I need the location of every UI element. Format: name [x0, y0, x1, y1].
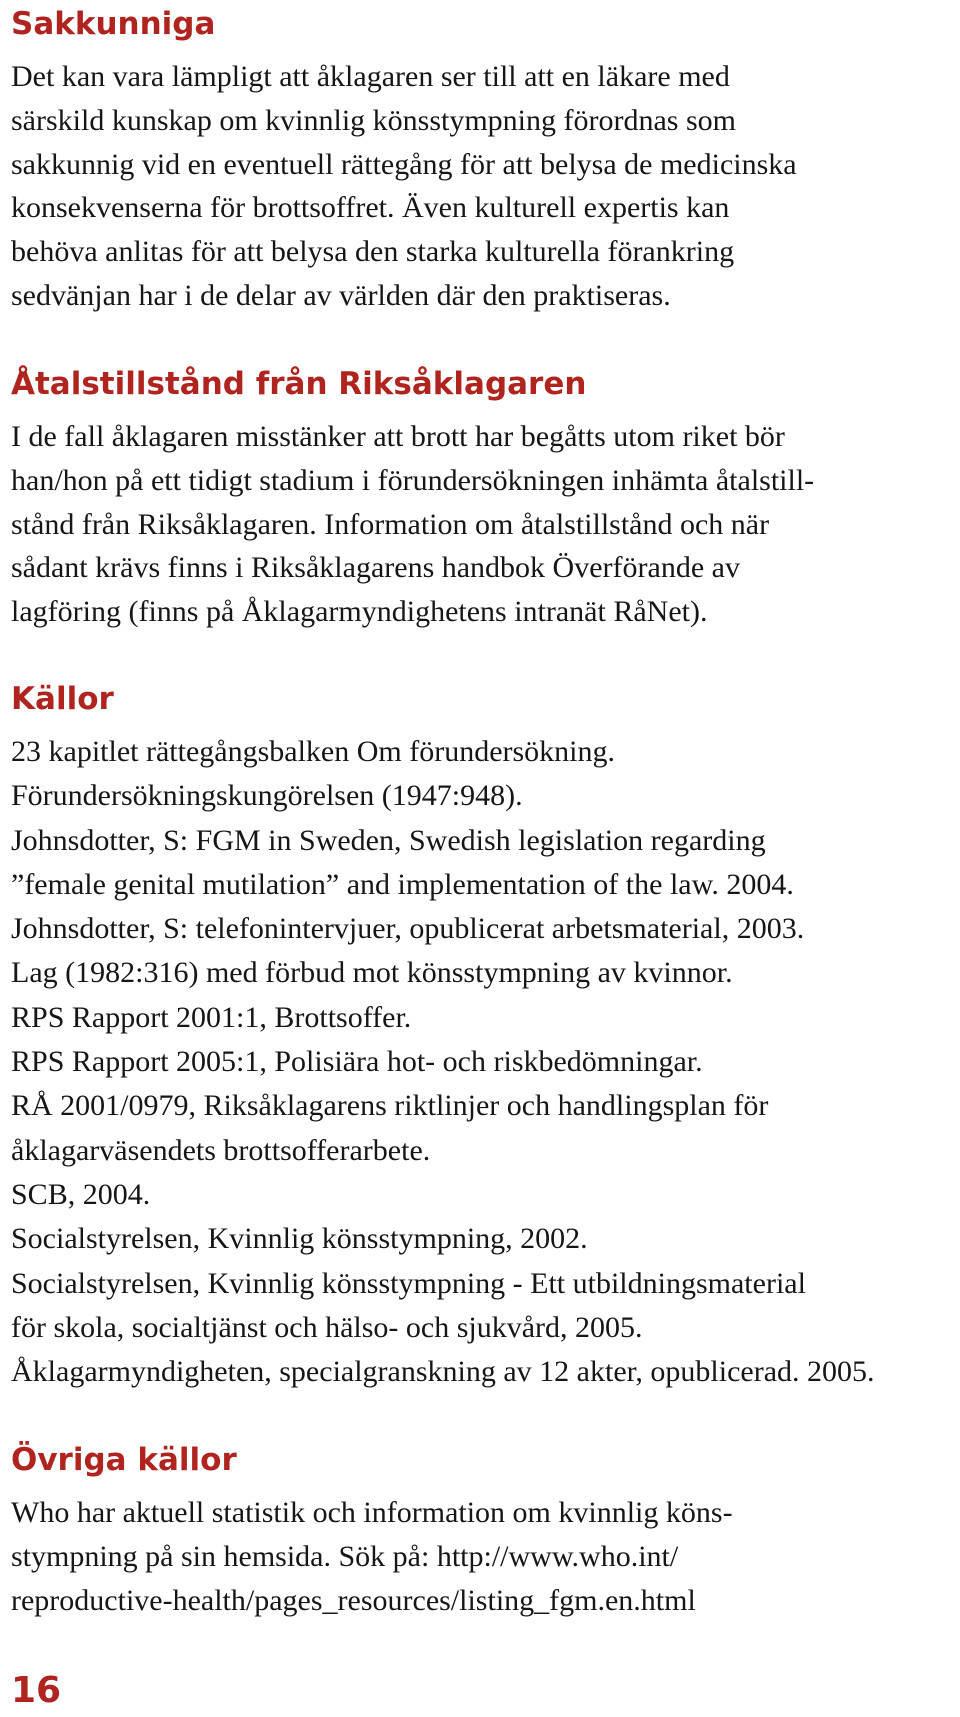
- section-body-ovriga-kallor: [11, 1491, 733, 1622]
- reference-line: Åklagarmyndigheten, specialgranskning av 12 akter, opublicerad. 2005.: [11, 1355, 875, 1389]
- reference-line: RPS Rapport 2001:1, Brottsoffer.: [11, 1000, 412, 1034]
- text-line: Det kan vara lämpligt att åklagaren ser till att en läkare med: [11, 60, 730, 93]
- reference-line: Socialstyrelsen, Kvinnlig könsstympning - Ett utbildningsmaterial: [11, 1266, 806, 1300]
- text-line: stympning på sin hemsida. Sök på: http://www.who.int/: [11, 1539, 679, 1573]
- text-line: Who har aktuell statistik och information om kvinnlig köns-: [11, 1496, 733, 1529]
- text-line: konsekvenserna för brottsoffret. Även kulturell expertis kan: [11, 191, 730, 225]
- text-line: sakkunnig vid en eventuell rättegång för att belysa de medicinska: [11, 147, 797, 181]
- text-line: I de fall åklagaren misstänker att brott har begåtts utom riket bör: [11, 420, 785, 453]
- section-body-sakkunniga: [11, 55, 797, 318]
- reference-line: Johnsdotter, S: FGM in Sweden, Swedish legislation regarding: [11, 823, 766, 857]
- references-list: [11, 730, 875, 1394]
- reference-line: RÅ 2001/0979, Riksåklagarens riktlinjer och handlingsplan för: [11, 1089, 769, 1123]
- reference-line: Lag (1982:316) med förbud mot könsstympning av kvinnor.: [11, 956, 733, 990]
- reference-line: Socialstyrelsen, Kvinnlig könsstympning, 2002.: [11, 1222, 588, 1256]
- text-line: stånd från Riksåklagaren. Information om åtalstillstånd och när: [11, 507, 770, 541]
- text-line: särskild kunskap om kvinnlig könsstympning förordnas som: [11, 103, 736, 137]
- section-heading-sakkunniga: Sakkunniga: [11, 6, 216, 42]
- section-heading-kallor: Källor: [11, 681, 114, 717]
- text-line: han/hon på ett tidigt stadium i förundersökningen inhämta åtalstill-: [11, 463, 815, 497]
- section-heading-atalstillstand: Åtalstillstånd från Riksåklagaren: [11, 366, 587, 402]
- reference-line: 23 kapitlet rättegångsbalken Om förundersökning.: [11, 735, 616, 768]
- section-body-atalstillstand: [11, 415, 814, 634]
- reference-line: RPS Rapport 2005:1, Polisiära hot- och riskbedömningar.: [11, 1045, 703, 1079]
- text-line: lagföring (finns på Åklagarmyndighetens intranät RåNet).: [11, 595, 708, 629]
- text-line: sådant krävs finns i Riksåklagarens handbok Överförande av: [11, 551, 740, 585]
- reference-line: SCB, 2004.: [11, 1177, 151, 1211]
- text-line: reproductive-health/pages_resources/listing_fgm.en.html: [11, 1583, 696, 1617]
- section-heading-ovriga-kallor: Övriga källor: [11, 1442, 237, 1478]
- reference-line: Förundersökningskungörelsen (1947:948).: [11, 779, 523, 813]
- page-number: 16: [11, 1670, 62, 1711]
- text-line: sedvänjan har i de delar av världen där den praktiseras.: [11, 278, 671, 312]
- text-line: behöva anlitas för att belysa den starka kulturella förankring: [11, 235, 735, 269]
- reference-line: Johnsdotter, S: telefonintervjuer, opublicerat arbetsmaterial, 2003.: [11, 912, 805, 946]
- reference-line: för skola, socialtjänst och hälso- och sjukvård, 2005.: [11, 1310, 643, 1344]
- reference-line: åklagarväsendets brottsofferarbete.: [11, 1133, 431, 1167]
- reference-line: ”female genital mutilation” and implementation of the law. 2004.: [11, 867, 794, 901]
